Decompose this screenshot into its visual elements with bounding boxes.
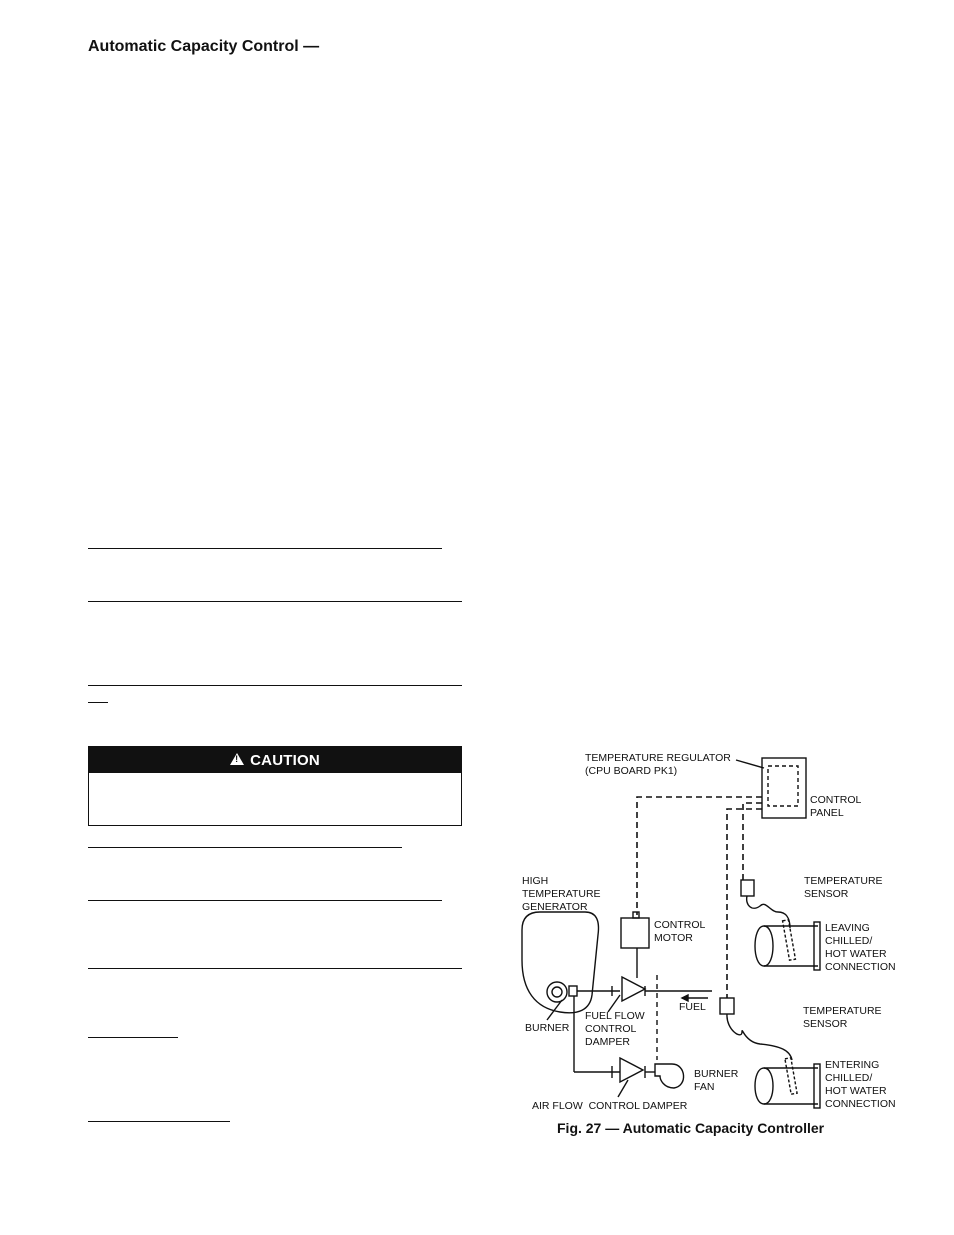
- label-fuel: FUEL: [679, 1001, 706, 1013]
- divider-line: [88, 847, 402, 848]
- label-temp-regulator: (CPU BOARD PK1): [585, 765, 678, 777]
- label-temp-sensor: SENSOR: [804, 888, 849, 900]
- label-leaving: CONNECTION: [825, 961, 896, 973]
- diagram-svg: [505, 740, 915, 1120]
- figure-caption: Fig. 27 — Automatic Capacity Controller: [557, 1120, 825, 1136]
- label-control-panel: PANEL: [810, 807, 844, 819]
- capacity-controller-diagram: [505, 740, 915, 1120]
- label-control-panel: CONTROL: [810, 794, 862, 806]
- label-fuel-flow-damper: DAMPER: [585, 1036, 630, 1048]
- label-generator: GENERATOR: [522, 901, 588, 913]
- label-entering: ENTERING: [825, 1059, 880, 1071]
- label-burner: BURNER: [525, 1022, 570, 1034]
- label-entering: HOT WATER: [825, 1085, 887, 1097]
- temp-sensor-a-box: [741, 880, 754, 896]
- caution-header: [89, 747, 461, 773]
- divider-line: [88, 900, 442, 901]
- burner-fan: [655, 1064, 684, 1088]
- cpu-board: [768, 766, 798, 806]
- label-generator: HIGH: [522, 875, 549, 887]
- control-motor-box: [621, 918, 649, 948]
- divider-line: [88, 1121, 230, 1122]
- entering-pipe: [755, 1068, 818, 1104]
- label-entering: CHILLED/: [825, 1072, 873, 1084]
- divider-line: [88, 1037, 178, 1038]
- label-leaving: HOT WATER: [825, 948, 887, 960]
- divider-line: [88, 685, 462, 686]
- section-heading: Automatic Capacity Control —: [88, 38, 320, 55]
- generator-shape: [522, 912, 598, 1013]
- warning-icon: [230, 753, 244, 765]
- label-fuel-flow-damper: FUEL FLOW: [585, 1010, 645, 1022]
- temp-sensor-b-box: [720, 998, 734, 1014]
- label-burner-fan: BURNER: [694, 1068, 739, 1080]
- label-air-flow-damper: AIR FLOW CONTROL DAMPER: [532, 1100, 688, 1112]
- label-control-motor: MOTOR: [654, 932, 693, 944]
- control-panel-box: [762, 758, 806, 818]
- label-control-motor: CONTROL: [654, 919, 706, 931]
- label-temp-sensor: SENSOR: [803, 1018, 848, 1030]
- label-generator: TEMPERATURE: [522, 888, 601, 900]
- divider-line: [88, 702, 108, 703]
- caution-box: [88, 746, 462, 826]
- divider-line: [88, 601, 462, 602]
- divider-line: [88, 548, 442, 549]
- label-burner-fan: FAN: [694, 1081, 715, 1093]
- label-temp-sensor: TEMPERATURE: [803, 1005, 882, 1017]
- label-entering: CONNECTION: [825, 1098, 896, 1110]
- label-temp-regulator: TEMPERATURE REGULATOR: [585, 752, 731, 764]
- label-leaving: LEAVING: [825, 922, 870, 934]
- caution-label: CAUTION: [250, 751, 320, 769]
- label-temp-sensor: TEMPERATURE: [804, 875, 883, 887]
- label-fuel-flow-damper: CONTROL: [585, 1023, 637, 1035]
- diagram-labels: [522, 752, 896, 1112]
- label-leaving: CHILLED/: [825, 935, 873, 947]
- divider-line: [88, 968, 462, 969]
